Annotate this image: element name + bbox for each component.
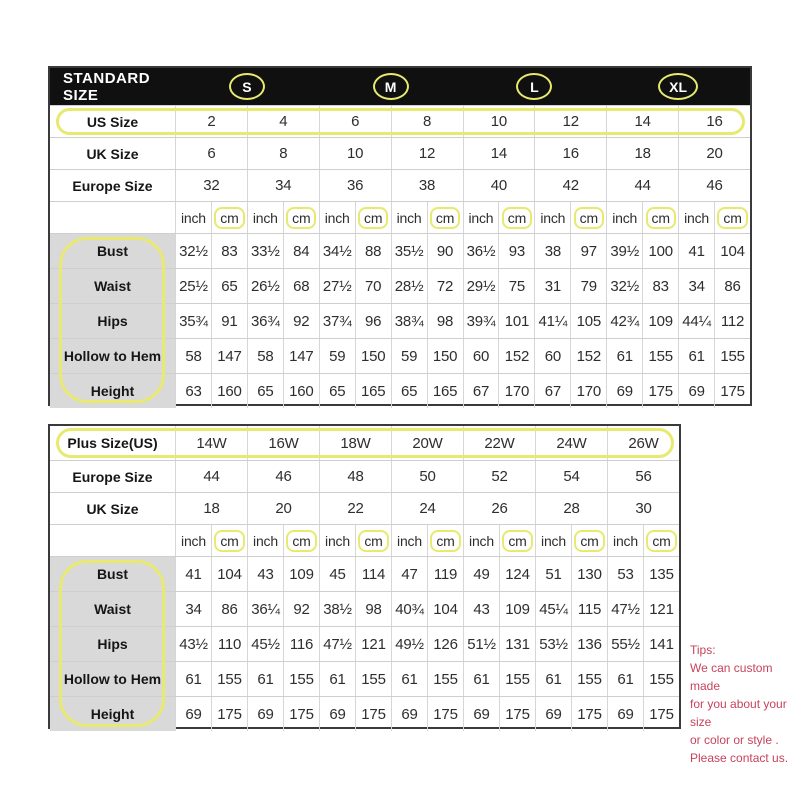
hollow-to-hem-cell: 61 bbox=[535, 662, 571, 696]
hollow-to-hem-cell: 58 bbox=[247, 339, 283, 373]
unit-cell: cm bbox=[427, 202, 463, 233]
height-cell: 175 bbox=[283, 697, 319, 731]
hips-cell: 131 bbox=[499, 627, 535, 661]
uk-size-cell: 6 bbox=[175, 138, 247, 169]
height-cell: 175 bbox=[571, 697, 607, 731]
height-cell: 175 bbox=[499, 697, 535, 731]
height-cell: 175 bbox=[211, 697, 247, 731]
uk-size-cell: 12 bbox=[391, 138, 463, 169]
us-size-cell: 2 bbox=[175, 106, 247, 137]
height-cell: 69 bbox=[535, 697, 571, 731]
bust-cell: 53 bbox=[607, 557, 643, 591]
hips-cell: 38¾ bbox=[391, 304, 427, 338]
unit-cell: inch bbox=[678, 202, 714, 233]
europe-size-cell: 56 bbox=[607, 461, 679, 492]
waist-cell: 31 bbox=[534, 269, 570, 303]
size-group-s bbox=[175, 73, 319, 100]
unit-cell: cm bbox=[498, 202, 534, 233]
height-cell: 69 bbox=[463, 697, 499, 731]
bust-cell: 43 bbox=[247, 557, 283, 591]
hips-cell: 37¾ bbox=[319, 304, 355, 338]
waist-cell: 75 bbox=[498, 269, 534, 303]
us-size-cell: 10 bbox=[463, 106, 535, 137]
unit-cell: cm bbox=[642, 202, 678, 233]
hips-cell: 98 bbox=[427, 304, 463, 338]
hollow-to-hem-cell: 155 bbox=[499, 662, 535, 696]
row-cells bbox=[175, 557, 679, 591]
bust-cell: 45 bbox=[319, 557, 355, 591]
height-cell: 69 bbox=[678, 374, 714, 408]
bust-cell: 34½ bbox=[319, 234, 355, 268]
waist-cell: 109 bbox=[499, 592, 535, 626]
height-cell: 69 bbox=[391, 697, 427, 731]
waist-cell: 65 bbox=[211, 269, 247, 303]
bust-cell: 39½ bbox=[606, 234, 642, 268]
europe-size-cell: 48 bbox=[319, 461, 391, 492]
hips-cell: 36¾ bbox=[247, 304, 283, 338]
row-cells bbox=[175, 339, 750, 373]
unit-cell: inch bbox=[247, 202, 283, 233]
height-cell: 67 bbox=[463, 374, 499, 408]
height-cell: 170 bbox=[570, 374, 606, 408]
us-size-cell: 16 bbox=[678, 106, 750, 137]
row-cells bbox=[175, 697, 679, 731]
unit-cell: cm bbox=[283, 525, 319, 556]
standard-size-header bbox=[50, 68, 750, 105]
height-cell: 175 bbox=[643, 697, 679, 731]
hollow-to-hem-cell: 59 bbox=[319, 339, 355, 373]
hollow-to-hem-cell: 147 bbox=[211, 339, 247, 373]
row-hips bbox=[50, 303, 750, 338]
plus-size-cell: 20W bbox=[391, 426, 463, 460]
row-label: Height bbox=[50, 374, 175, 408]
bust-cell: 88 bbox=[355, 234, 391, 268]
europe-size-cell: 44 bbox=[606, 170, 678, 201]
row-cells bbox=[175, 170, 750, 201]
hips-cell: 109 bbox=[642, 304, 678, 338]
europe-size-cell: 42 bbox=[534, 170, 606, 201]
hips-cell: 101 bbox=[498, 304, 534, 338]
plus-size-cell: 14W bbox=[175, 426, 247, 460]
bust-cell: 135 bbox=[643, 557, 679, 591]
size-badge-s: S bbox=[229, 73, 265, 100]
hips-cell: 39¾ bbox=[463, 304, 499, 338]
tips-line: We can custom made bbox=[690, 661, 773, 693]
unit-cell: cm bbox=[643, 525, 679, 556]
height-cell: 175 bbox=[427, 697, 463, 731]
row-hollow-to-hem bbox=[50, 661, 679, 696]
hollow-to-hem-cell: 155 bbox=[355, 662, 391, 696]
unit-cell: inch bbox=[391, 525, 427, 556]
hips-cell: 112 bbox=[714, 304, 750, 338]
unit-cell: cm bbox=[283, 202, 319, 233]
size-group-xl bbox=[606, 73, 750, 100]
plus-size-cell: 18W bbox=[319, 426, 391, 460]
waist-cell: 43 bbox=[463, 592, 499, 626]
waist-cell: 72 bbox=[427, 269, 463, 303]
row-cells bbox=[175, 304, 750, 338]
hips-cell: 44¼ bbox=[678, 304, 714, 338]
hollow-to-hem-cell: 61 bbox=[607, 662, 643, 696]
waist-cell: 115 bbox=[571, 592, 607, 626]
uk-size-cell: 30 bbox=[607, 493, 679, 524]
europe-size-cell: 46 bbox=[247, 461, 319, 492]
waist-cell: 27½ bbox=[319, 269, 355, 303]
hollow-to-hem-cell: 155 bbox=[571, 662, 607, 696]
uk-size-cell: 28 bbox=[535, 493, 607, 524]
unit-cell: cm bbox=[211, 525, 247, 556]
uk-size-cell: 26 bbox=[463, 493, 535, 524]
unit-cell: cm bbox=[427, 525, 463, 556]
us-size-cell: 12 bbox=[534, 106, 606, 137]
uk-size-cell: 18 bbox=[606, 138, 678, 169]
height-cell: 69 bbox=[175, 697, 211, 731]
hips-cell: 126 bbox=[427, 627, 463, 661]
row-uk-size bbox=[50, 492, 679, 524]
uk-size-cell: 20 bbox=[678, 138, 750, 169]
hollow-to-hem-cell: 60 bbox=[534, 339, 570, 373]
waist-cell: 79 bbox=[570, 269, 606, 303]
row-cells bbox=[175, 493, 679, 524]
unit-cell: inch bbox=[247, 525, 283, 556]
bust-cell: 124 bbox=[499, 557, 535, 591]
hollow-to-hem-cell: 150 bbox=[427, 339, 463, 373]
uk-size-cell: 16 bbox=[534, 138, 606, 169]
size-badge-l: L bbox=[516, 73, 552, 100]
height-cell: 170 bbox=[498, 374, 534, 408]
row-label: US Size bbox=[86, 113, 139, 130]
hollow-to-hem-cell: 61 bbox=[606, 339, 642, 373]
bust-cell: 35½ bbox=[391, 234, 427, 268]
height-cell: 63 bbox=[175, 374, 211, 408]
hollow-to-hem-cell: 155 bbox=[211, 662, 247, 696]
hips-cell: 92 bbox=[283, 304, 319, 338]
size-badge-xl: XL bbox=[658, 73, 698, 100]
unit-cell: inch bbox=[607, 525, 643, 556]
hips-cell: 45½ bbox=[247, 627, 283, 661]
waist-cell: 32½ bbox=[606, 269, 642, 303]
unit-cell: cm bbox=[714, 202, 750, 233]
waist-cell: 98 bbox=[355, 592, 391, 626]
europe-size-cell: 50 bbox=[391, 461, 463, 492]
unit-cell: cm bbox=[211, 202, 247, 233]
tips-line: for you about your size bbox=[690, 697, 787, 729]
height-cell: 160 bbox=[211, 374, 247, 408]
waist-cell: 47½ bbox=[607, 592, 643, 626]
height-cell: 175 bbox=[355, 697, 391, 731]
row-label-empty bbox=[50, 525, 175, 556]
unit-cell: inch bbox=[175, 202, 211, 233]
row-us-size bbox=[50, 105, 750, 137]
europe-size-cell: 38 bbox=[391, 170, 463, 201]
row-europe-size bbox=[50, 169, 750, 201]
hollow-to-hem-cell: 152 bbox=[570, 339, 606, 373]
hips-cell: 121 bbox=[355, 627, 391, 661]
height-cell: 67 bbox=[534, 374, 570, 408]
row-label-empty bbox=[50, 202, 175, 233]
row-label: Waist bbox=[50, 592, 175, 626]
height-cell: 65 bbox=[391, 374, 427, 408]
table-title: STANDARD SIZE bbox=[63, 69, 151, 104]
row-cells bbox=[175, 106, 750, 137]
row-waist bbox=[50, 591, 679, 626]
tips-line: or color or style . bbox=[690, 733, 779, 747]
unit-cell: inch bbox=[606, 202, 642, 233]
row-uk-size bbox=[50, 137, 750, 169]
unit-cell: cm bbox=[499, 525, 535, 556]
row-europe-size bbox=[50, 460, 679, 492]
hips-cell: 96 bbox=[355, 304, 391, 338]
waist-cell: 28½ bbox=[391, 269, 427, 303]
row-label: Height bbox=[50, 697, 175, 731]
us-size-cell: 6 bbox=[319, 106, 391, 137]
hollow-to-hem-cell: 61 bbox=[247, 662, 283, 696]
row-height bbox=[50, 696, 679, 731]
hips-cell: 53½ bbox=[535, 627, 571, 661]
hollow-to-hem-cell: 60 bbox=[463, 339, 499, 373]
hips-cell: 136 bbox=[571, 627, 607, 661]
tips-note bbox=[690, 641, 798, 767]
row-label: Plus Size(US) bbox=[67, 435, 158, 451]
hollow-to-hem-cell: 61 bbox=[463, 662, 499, 696]
bust-cell: 47 bbox=[391, 557, 427, 591]
bust-cell: 38 bbox=[534, 234, 570, 268]
europe-size-cell: 52 bbox=[463, 461, 535, 492]
size-group-m bbox=[319, 73, 463, 100]
height-cell: 65 bbox=[319, 374, 355, 408]
uk-size-cell: 22 bbox=[319, 493, 391, 524]
unit-cell: cm bbox=[355, 525, 391, 556]
height-cell: 165 bbox=[355, 374, 391, 408]
bust-cell: 41 bbox=[175, 557, 211, 591]
bust-cell: 93 bbox=[498, 234, 534, 268]
hips-cell: 91 bbox=[211, 304, 247, 338]
row-label: UK Size bbox=[86, 145, 139, 162]
bust-cell: 90 bbox=[427, 234, 463, 268]
row-cells bbox=[175, 138, 750, 169]
size-badge-m: M bbox=[373, 73, 409, 100]
height-cell: 69 bbox=[247, 697, 283, 731]
row-cells bbox=[175, 461, 679, 492]
unit-cell: cm bbox=[355, 202, 391, 233]
waist-cell: 29½ bbox=[463, 269, 499, 303]
height-cell: 175 bbox=[714, 374, 750, 408]
waist-cell: 92 bbox=[283, 592, 319, 626]
europe-size-cell: 34 bbox=[247, 170, 319, 201]
unit-cell: cm bbox=[571, 525, 607, 556]
row-label: UK Size bbox=[86, 500, 139, 517]
hollow-to-hem-cell: 58 bbox=[175, 339, 211, 373]
unit-cell: inch bbox=[319, 202, 355, 233]
row-cells bbox=[175, 426, 679, 460]
plus-size-cell: 24W bbox=[535, 426, 607, 460]
hollow-to-hem-cell: 59 bbox=[391, 339, 427, 373]
bust-cell: 109 bbox=[283, 557, 319, 591]
plus-size-table bbox=[48, 424, 681, 729]
bust-cell: 97 bbox=[570, 234, 606, 268]
waist-cell: 86 bbox=[211, 592, 247, 626]
tips-title: Tips: bbox=[690, 643, 716, 657]
bust-cell: 84 bbox=[283, 234, 319, 268]
waist-cell: 40¾ bbox=[391, 592, 427, 626]
waist-cell: 70 bbox=[355, 269, 391, 303]
row-height bbox=[50, 373, 750, 408]
us-size-cell: 4 bbox=[247, 106, 319, 137]
bust-cell: 49 bbox=[463, 557, 499, 591]
hips-cell: 55½ bbox=[607, 627, 643, 661]
unit-cell: cm bbox=[570, 202, 606, 233]
waist-cell: 104 bbox=[427, 592, 463, 626]
height-cell: 69 bbox=[607, 697, 643, 731]
uk-size-cell: 14 bbox=[463, 138, 535, 169]
europe-size-cell: 32 bbox=[175, 170, 247, 201]
hollow-to-hem-cell: 152 bbox=[498, 339, 534, 373]
hips-cell: 35¾ bbox=[175, 304, 211, 338]
height-cell: 69 bbox=[319, 697, 355, 731]
standard-size-table bbox=[48, 66, 752, 406]
waist-cell: 45¼ bbox=[535, 592, 571, 626]
hips-cell: 49½ bbox=[391, 627, 427, 661]
bust-cell: 83 bbox=[211, 234, 247, 268]
row-label: Bust bbox=[50, 234, 175, 268]
unit-cell: inch bbox=[463, 525, 499, 556]
us-size-cell: 8 bbox=[391, 106, 463, 137]
europe-size-cell: 46 bbox=[678, 170, 750, 201]
hollow-to-hem-cell: 61 bbox=[391, 662, 427, 696]
waist-cell: 36¼ bbox=[247, 592, 283, 626]
height-cell: 160 bbox=[283, 374, 319, 408]
row-cells bbox=[175, 662, 679, 696]
bust-cell: 33½ bbox=[247, 234, 283, 268]
row-label: Waist bbox=[50, 269, 175, 303]
hollow-to-hem-cell: 155 bbox=[643, 662, 679, 696]
row-plus-size bbox=[50, 426, 679, 460]
europe-size-cell: 44 bbox=[175, 461, 247, 492]
uk-size-cell: 8 bbox=[247, 138, 319, 169]
row-units bbox=[50, 201, 750, 233]
plus-size-cell: 16W bbox=[247, 426, 319, 460]
row-cells bbox=[175, 269, 750, 303]
hollow-to-hem-cell: 155 bbox=[427, 662, 463, 696]
tips-line: Please contact us. bbox=[690, 751, 789, 765]
hollow-to-hem-cell: 155 bbox=[714, 339, 750, 373]
row-cells bbox=[175, 592, 679, 626]
hollow-to-hem-cell: 155 bbox=[642, 339, 678, 373]
hips-cell: 105 bbox=[570, 304, 606, 338]
plus-size-cell: 26W bbox=[607, 426, 679, 460]
height-cell: 175 bbox=[642, 374, 678, 408]
europe-size-cell: 40 bbox=[463, 170, 535, 201]
height-cell: 65 bbox=[247, 374, 283, 408]
row-cells bbox=[175, 374, 750, 408]
row-cells bbox=[175, 202, 750, 233]
hips-cell: 43½ bbox=[175, 627, 211, 661]
bust-cell: 130 bbox=[571, 557, 607, 591]
hollow-to-hem-cell: 61 bbox=[678, 339, 714, 373]
bust-cell: 100 bbox=[642, 234, 678, 268]
waist-cell: 121 bbox=[643, 592, 679, 626]
waist-cell: 26½ bbox=[247, 269, 283, 303]
row-units bbox=[50, 524, 679, 556]
us-size-cell: 14 bbox=[606, 106, 678, 137]
row-label: Bust bbox=[50, 557, 175, 591]
unit-cell: inch bbox=[391, 202, 427, 233]
height-cell: 69 bbox=[606, 374, 642, 408]
hips-cell: 116 bbox=[283, 627, 319, 661]
waist-cell: 86 bbox=[714, 269, 750, 303]
hips-cell: 110 bbox=[211, 627, 247, 661]
row-bust bbox=[50, 233, 750, 268]
size-group-l bbox=[463, 73, 607, 100]
row-cells bbox=[175, 627, 679, 661]
hollow-to-hem-cell: 61 bbox=[319, 662, 355, 696]
row-cells bbox=[175, 525, 679, 556]
hips-cell: 141 bbox=[643, 627, 679, 661]
row-label: Hips bbox=[50, 627, 175, 661]
uk-size-cell: 18 bbox=[175, 493, 247, 524]
row-label: Hollow to Hem bbox=[50, 662, 175, 696]
europe-size-cell: 36 bbox=[319, 170, 391, 201]
row-label: Europe Size bbox=[72, 468, 153, 485]
bust-cell: 36½ bbox=[463, 234, 499, 268]
row-label: Hollow to Hem bbox=[50, 339, 175, 373]
bust-cell: 104 bbox=[211, 557, 247, 591]
waist-cell: 83 bbox=[642, 269, 678, 303]
hollow-to-hem-cell: 150 bbox=[355, 339, 391, 373]
row-hollow-to-hem bbox=[50, 338, 750, 373]
unit-cell: inch bbox=[319, 525, 355, 556]
waist-cell: 25½ bbox=[175, 269, 211, 303]
europe-size-cell: 54 bbox=[535, 461, 607, 492]
row-cells bbox=[175, 234, 750, 268]
unit-cell: inch bbox=[535, 525, 571, 556]
row-label: Hips bbox=[50, 304, 175, 338]
tips-lines bbox=[690, 659, 798, 767]
row-bust bbox=[50, 556, 679, 591]
height-cell: 165 bbox=[427, 374, 463, 408]
unit-cell: inch bbox=[175, 525, 211, 556]
row-label: Europe Size bbox=[72, 177, 153, 194]
bust-cell: 41 bbox=[678, 234, 714, 268]
row-hips bbox=[50, 626, 679, 661]
waist-cell: 34 bbox=[175, 592, 211, 626]
uk-size-cell: 10 bbox=[319, 138, 391, 169]
bust-cell: 32½ bbox=[175, 234, 211, 268]
uk-size-cell: 20 bbox=[247, 493, 319, 524]
hips-cell: 51½ bbox=[463, 627, 499, 661]
waist-cell: 34 bbox=[678, 269, 714, 303]
unit-cell: inch bbox=[534, 202, 570, 233]
bust-cell: 104 bbox=[714, 234, 750, 268]
row-waist bbox=[50, 268, 750, 303]
waist-cell: 68 bbox=[283, 269, 319, 303]
hollow-to-hem-cell: 147 bbox=[283, 339, 319, 373]
hips-cell: 47½ bbox=[319, 627, 355, 661]
hips-cell: 42¾ bbox=[606, 304, 642, 338]
uk-size-cell: 24 bbox=[391, 493, 463, 524]
bust-cell: 51 bbox=[535, 557, 571, 591]
bust-cell: 119 bbox=[427, 557, 463, 591]
waist-cell: 38½ bbox=[319, 592, 355, 626]
hips-cell: 41¼ bbox=[534, 304, 570, 338]
plus-size-cell: 22W bbox=[463, 426, 535, 460]
bust-cell: 114 bbox=[355, 557, 391, 591]
hollow-to-hem-cell: 61 bbox=[175, 662, 211, 696]
hollow-to-hem-cell: 155 bbox=[283, 662, 319, 696]
unit-cell: inch bbox=[463, 202, 499, 233]
